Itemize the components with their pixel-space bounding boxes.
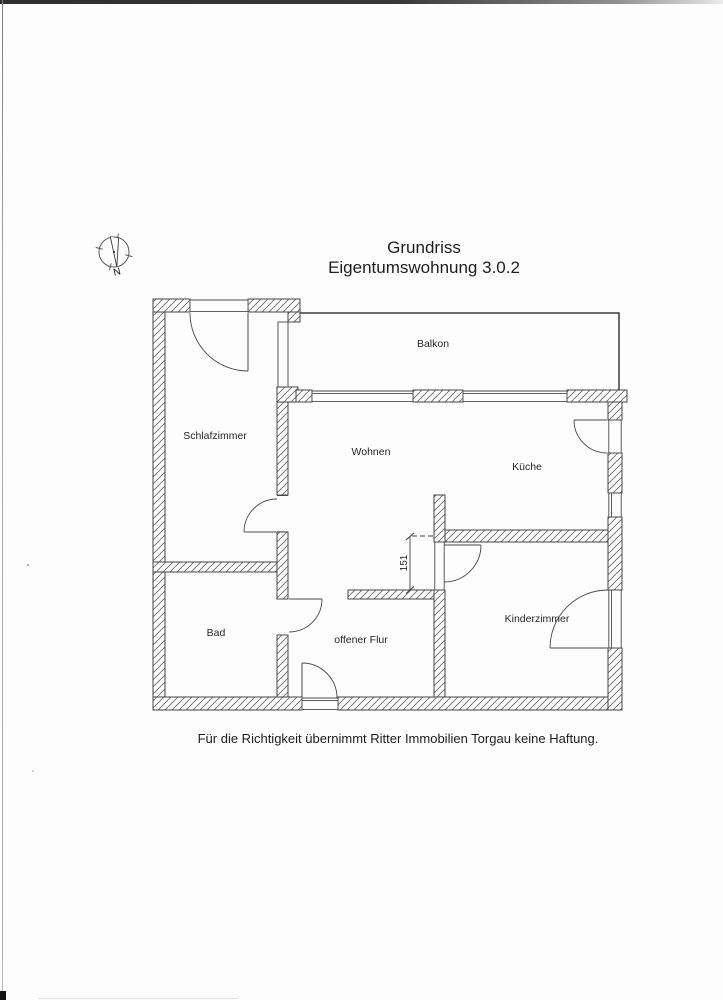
room-labels <box>183 338 570 646</box>
wall-east-segment-a <box>608 402 622 420</box>
wall-bad-east-lower <box>277 635 288 697</box>
door-schlafzimmer <box>244 499 277 532</box>
wall-central-stub <box>434 495 445 542</box>
wall-schlafzimmer-east-upper <box>277 402 288 495</box>
wall-east-segment-c <box>608 517 622 590</box>
room-label-flur: offener Flur <box>334 634 388 646</box>
door-kinderzimmer <box>444 545 481 582</box>
wall-north-segment-b <box>413 390 463 402</box>
room-label-wohnen: Wohnen <box>351 446 391 458</box>
door-kueche <box>574 420 607 453</box>
page-title: Grundriss <box>387 238 461 257</box>
opening-schlafzimmer-door <box>277 496 288 532</box>
wall-flur-partial <box>348 590 434 599</box>
opening-151-doorway <box>434 542 445 590</box>
wall-kueche-kinderzimmer-divider <box>443 530 608 542</box>
door-entrance <box>302 663 337 698</box>
dimension-151-label: 151 <box>399 554 410 572</box>
opening-schlafzimmer-balcony-door <box>190 299 248 312</box>
wall-schlafzimmer-bad-divider <box>153 562 277 572</box>
window-north-1 <box>312 390 413 402</box>
opening-bad-door <box>277 599 288 635</box>
wall-north-segment-a <box>296 390 312 402</box>
room-label-kinderzimmer: Kinderzimmer <box>504 613 570 625</box>
wall-bottom-left <box>153 697 302 710</box>
north-arrow-compass <box>92 230 137 279</box>
wall-top-left-segment <box>153 299 190 312</box>
opening-entrance-door <box>302 697 338 710</box>
window-north-2 <box>463 390 567 402</box>
room-label-schlafzimmer: Schlafzimmer <box>183 430 247 442</box>
doors <box>190 313 608 698</box>
wall-top-right-segment <box>248 299 300 312</box>
compass-north-label: N <box>112 266 122 279</box>
disclaimer-text: Für die Richtigkeit übernimmt Ritter Immobilien Torgau keine Haftung. <box>197 731 599 746</box>
door-schlafzimmer-balcony <box>190 313 248 371</box>
room-label-kueche: Küche <box>512 461 542 473</box>
window-east-kueche <box>608 493 622 517</box>
wall-schlafzimmer-east-lower <box>277 532 288 599</box>
wall-exterior-left <box>153 299 165 710</box>
dimension-151 <box>399 533 433 594</box>
thin-wall-balcony-edge <box>278 322 288 387</box>
opening-kinderzimmer-window-door <box>608 590 622 648</box>
room-label-balkon: Balkon <box>416 338 450 350</box>
wall-north-segment-c <box>567 390 627 402</box>
room-label-bad: Bad <box>206 627 226 639</box>
wall-corner-step <box>288 312 300 322</box>
balcony-outline <box>278 313 619 390</box>
wall-flur-kinderzimmer-divider <box>434 590 445 697</box>
opening-kueche-door <box>608 420 622 453</box>
wall-east-segment-b <box>608 453 622 493</box>
page-subtitle: Eigentumswohnung 3.0.2 <box>328 258 520 277</box>
compass-needle <box>110 237 118 267</box>
door-bad <box>289 599 322 632</box>
wall-east-segment-d <box>608 648 622 710</box>
wall-bottom-right <box>338 697 622 710</box>
wall-balcony-corner-block <box>277 387 298 402</box>
